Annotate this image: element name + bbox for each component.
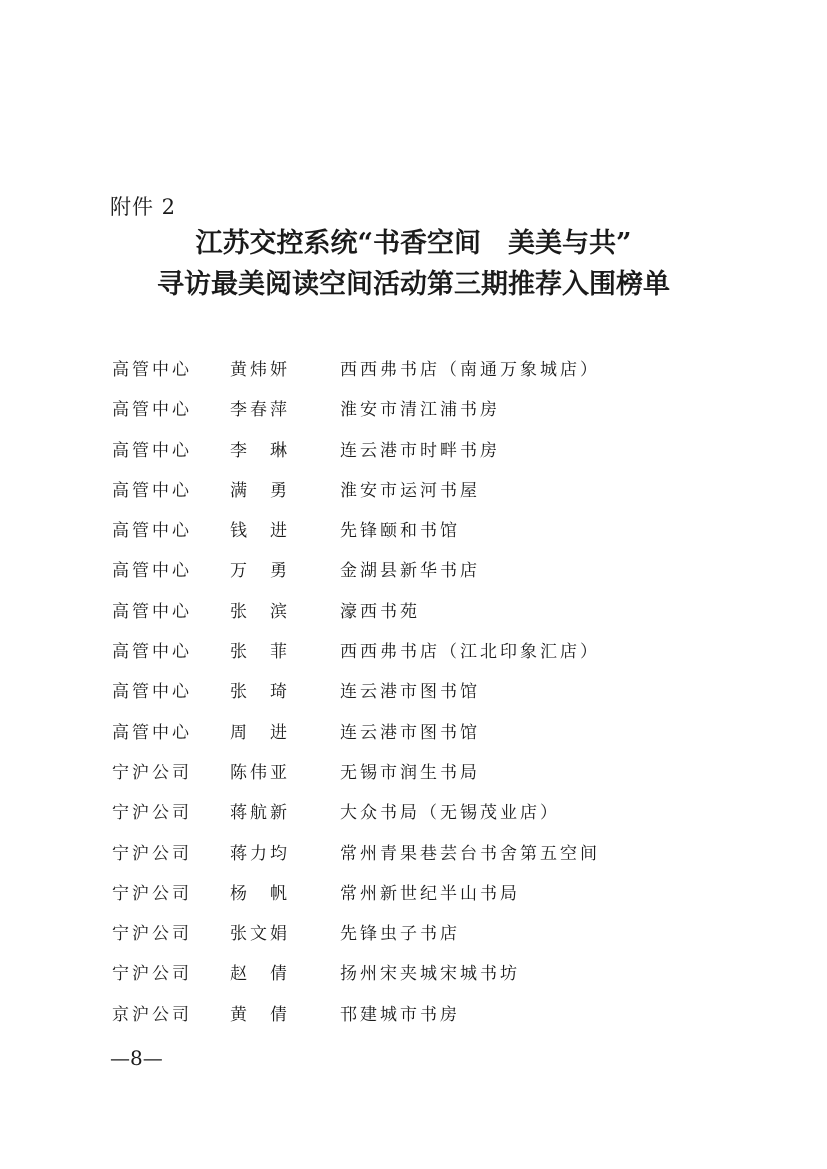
entry-place: 先锋虫子书店 [340, 924, 460, 945]
entry-place: 先锋颐和书馆 [340, 521, 460, 542]
entry-place: 扬州宋夹城宋城书坊 [340, 964, 520, 985]
shortlist [112, 350, 772, 1035]
entry-unit: 高管中心 [112, 400, 192, 421]
list-item [112, 551, 772, 591]
entry-name: 钱 进 [230, 521, 290, 542]
entry-name: 李春萍 [230, 400, 290, 421]
entry-place: 金湖县新华书店 [340, 561, 480, 582]
list-item [112, 592, 772, 632]
entry-name: 张 琦 [230, 682, 290, 703]
list-item [112, 632, 772, 672]
entry-name: 黄炜妍 [230, 360, 290, 380]
entry-place: 连云港市时畔书房 [340, 440, 500, 461]
entry-name: 周 进 [230, 722, 290, 743]
entry-unit: 宁沪公司 [112, 924, 192, 945]
list-item [112, 511, 772, 551]
entry-unit: 高管中心 [112, 561, 192, 582]
entry-place: 濠西书苑 [340, 601, 420, 622]
list-item [112, 793, 772, 833]
entry-place: 常州青果巷芸台书舍第五空间 [340, 843, 600, 864]
entry-name: 蒋航新 [230, 803, 290, 824]
list-item [112, 390, 772, 430]
entry-place: 淮安市运河书屋 [340, 480, 480, 501]
entry-name: 张 菲 [230, 642, 290, 663]
entry-unit: 宁沪公司 [112, 964, 192, 985]
page-number: —8— [110, 1046, 163, 1070]
entry-name: 陈伟亚 [230, 762, 290, 783]
document-title-line-2: 寻访最美阅读空间活动第三期推荐入围榜单 [157, 269, 670, 300]
entry-place: 邗建城市书房 [340, 1004, 460, 1025]
entry-place: 常州新世纪半山书局 [340, 883, 520, 904]
entry-unit: 宁沪公司 [112, 843, 192, 864]
list-item [112, 753, 772, 793]
list-item [112, 995, 772, 1035]
entry-unit: 宁沪公司 [112, 803, 192, 824]
list-item [112, 672, 772, 712]
entry-name: 张 滨 [230, 601, 290, 622]
entry-place: 连云港市图书馆 [340, 722, 480, 743]
list-item [112, 713, 772, 753]
list-item [112, 471, 772, 511]
entry-name: 赵 倩 [230, 964, 290, 985]
entry-unit: 高管中心 [112, 642, 192, 663]
entry-unit: 高管中心 [112, 360, 192, 380]
entry-unit: 京沪公司 [112, 1004, 192, 1025]
entry-unit: 高管中心 [112, 682, 192, 703]
document-title-line-1: 江苏交控系统“书香空间 美美与共” [195, 228, 632, 259]
list-item [112, 874, 772, 914]
list-item [112, 914, 772, 954]
entry-place: 西西弗书店（江北印象汇店） [340, 642, 600, 663]
entry-name: 蒋力均 [230, 843, 290, 864]
entry-name: 万 勇 [230, 561, 290, 582]
entry-place: 淮安市清江浦书房 [340, 400, 500, 421]
entry-place: 连云港市图书馆 [340, 682, 480, 703]
entry-unit: 高管中心 [112, 480, 192, 501]
entry-unit: 高管中心 [112, 521, 192, 542]
list-item [112, 350, 772, 390]
entry-place: 大众书局（无锡茂业店） [340, 803, 560, 824]
entry-unit: 高管中心 [112, 440, 192, 461]
entry-name: 杨 帆 [230, 883, 290, 904]
entry-name: 黄 倩 [230, 1004, 290, 1025]
entry-unit: 宁沪公司 [112, 883, 192, 904]
entry-name: 李 琳 [230, 440, 290, 461]
entry-name: 满 勇 [230, 480, 290, 501]
list-item [112, 431, 772, 471]
entry-unit: 高管中心 [112, 722, 192, 743]
entry-place: 西西弗书店（南通万象城店） [340, 360, 600, 380]
entry-unit: 高管中心 [112, 601, 192, 622]
list-item [112, 834, 772, 874]
list-item [112, 954, 772, 994]
entry-unit: 宁沪公司 [112, 762, 192, 783]
entry-name: 张文娟 [230, 924, 290, 945]
attachment-label: 附件 2 [110, 195, 177, 219]
entry-place: 无锡市润生书局 [340, 762, 480, 783]
